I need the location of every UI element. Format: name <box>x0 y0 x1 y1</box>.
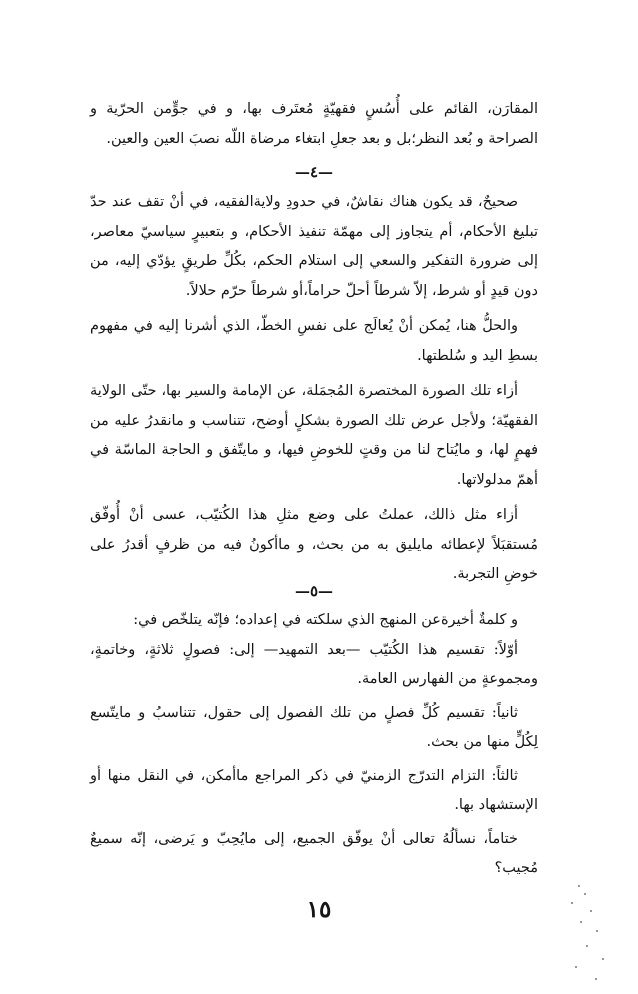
scan-speck <box>596 930 598 932</box>
scan-speck <box>602 958 604 960</box>
paragraph-6: و كلمةٌ أخيرةعن المنهج الذي سلكته في إعداده؛ فإنّه يتلخّص في: <box>133 612 518 628</box>
paragraph-10: ختاماً، نسألُهُ تعالى أنْ يوفّق الجميع، إلى مايُحِبّ و يَرضى، إنّه سميعٌ مُجيب؟ <box>90 830 538 876</box>
paragraph-1-block <box>90 95 538 154</box>
scan-speck <box>595 978 597 980</box>
paragraph-5: أزاء مثل ذالك، عملتُ على وضع مثلِ هذا الكُتيّب، عسى أنْ أُوفّق مُستقبَلاً لإعطائه مايليق به من بحث، و ماأكونُ فيه من ظرفٍ أقدرُ على خوضِ التجربة. <box>90 507 538 582</box>
paragraph-3: والحلُّ هنا، يُمكن أنْ يُعالَج على نفسِ الخطّ، الذي أشرنا إليه في مفهوم بسطِ اليد و سُلطتها. <box>90 318 538 364</box>
section-4-block <box>90 188 538 590</box>
scan-speck <box>575 966 577 968</box>
scan-speck <box>590 910 592 912</box>
section-5-block <box>90 606 538 884</box>
paragraph-2: صحيحٌ، قد يكون هناك نقاشٌ، في حدودِ ولايةالفقيه، في أنْ تقف عند حدّ تبليغ الأحكام، أم يتجاوز إلى مهمّة تنفيذ الأحكام، و بتعبيرٍ سياسيّ معاصر، إلى ضرورة التفكير والسعي إلى استلام الحكم، بكُلِّ طريقٍ يؤدّي إليه، من دون قيدٍ أو شرط، إلاّ شرطاً أحلّ حراماً،أو شرطاً حرّم حلالاً. <box>90 194 538 299</box>
scan-speck <box>571 902 573 904</box>
paragraph-8: ثانياً: تقسيم كُلِّ فصلٍ من تلك الفصول إلى حقول، تتناسبُ و مايتّسع لِكُلٍّ منها من بحث. <box>90 704 538 750</box>
paragraph-1: المقارَن، القائم على أُسُسٍ فقهيّةٍ مُعتَرف بها، و في جوٍّمن الحرّية و الصراحة و بُعد النظر؛بل و بعد جعلِ ابتغاء مرضاة اللّه نصبَ العين والعين. <box>90 101 538 147</box>
scan-speck <box>578 885 580 887</box>
scan-speck <box>586 945 588 947</box>
page-number: ١٥ <box>306 896 332 923</box>
section-heading-4: —٤— <box>294 163 334 181</box>
paragraph-4: أزاء تلك الصورة المختصرة المُجمَلة، عن الإمامة والسير بها، حتّى الولاية الفقهيّة؛ ولأجل عرض تلك الصورة بشكلٍ أوضح، تتناسب و مانقدرُ عليه من فهمٍ لها، و مايُتاح لنا من وقتٍ للخوضِ فيها، و مايتّفق و الحاجة الماسّة في أهمّ مدلولاتها. <box>90 383 538 488</box>
paragraph-9: ثالثاً: التزام التدرّج الزمنيّ في ذكر المراجع ماأمكن، في النقل منها أو الإستشهاد بها. <box>90 767 538 813</box>
scan-speck <box>580 921 582 923</box>
paragraph-7: أوّلاً: تقسيم هذا الكُتيّب —بعد التمهيد— إلى: فصولٍ ثلاثةٍ، وخاتمةٍ، ومجموعةٍ من الفهارس العامة. <box>90 641 538 687</box>
scan-speck <box>584 893 586 895</box>
section-heading-5: —٥— <box>294 582 334 600</box>
